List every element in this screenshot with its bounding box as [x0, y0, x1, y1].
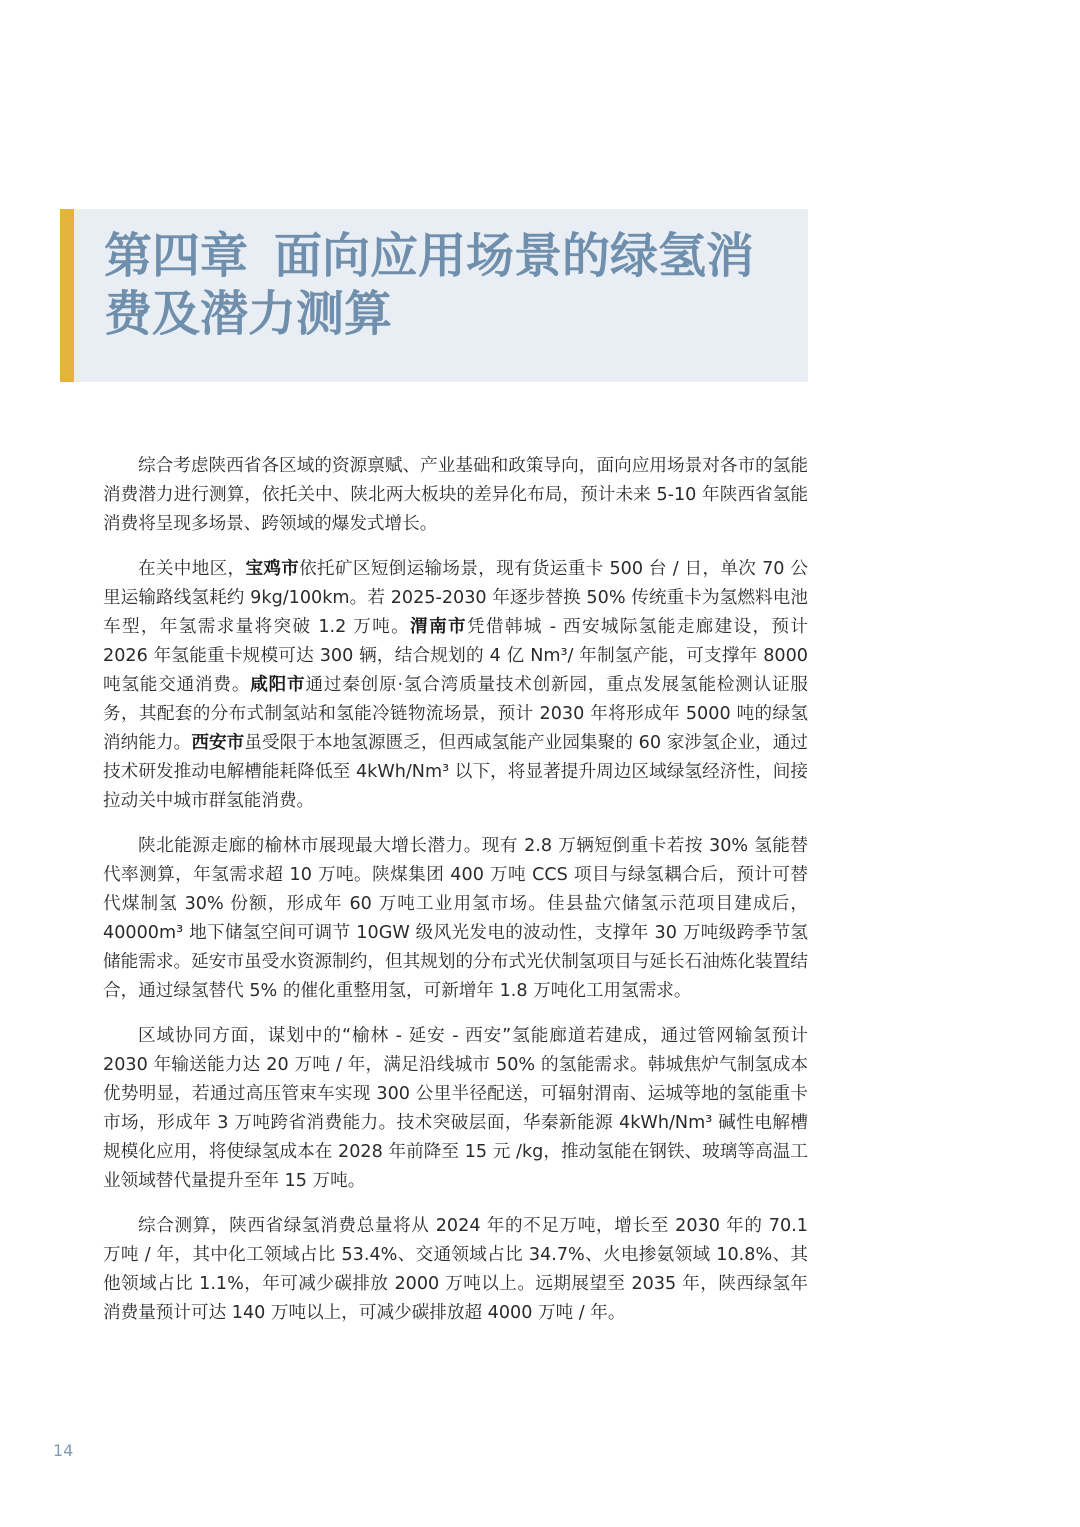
page-number: 14 [53, 1441, 74, 1460]
chapter-title [104, 227, 804, 343]
paragraph-weinan-text: 凭借韩城 - 西安城际氢能走廊建设，预计 2026 年氢能重卡规模可达 300 辆，结合规划的 4 亿 Nm³/ 年制氢产能，可支撑年 8000 吨氢能交通消费。 [103, 617, 808, 695]
paragraph-intro: 综合考虑陕西省各区域的资源禀赋、产业基础和政策导向，面向应用场景对各市的氢能消费潜力进行测算，依托关中、陕北两大板块的差异化布局，预计未来 5-10 年陕西省氢能消费将呈现多场景、跨领域的爆发式增长。 [103, 456, 808, 534]
paragraph-regional-synergy: 区域协同方面，谋划中的“榆林 - 延安 - 西安”氢能廊道若建成，通过管网输氢预计 2030 年输送能力达 20 万吨 / 年，满足沿线城市 50% 的氢能需求。韩城焦炉气制氢成本优势明显，若通过高压管束车实现 300 公里半径配送，可辐射渭南、运城等地的氢能重卡市场，形成年 3 万吨跨省消费能力。技术突破层面，华秦新能源 4kWh/Nm³ 碱性电解槽规模化应用，将使绿氢成本在 2028 年前降至 15 元 /kg，推动氢能在钢铁、玻璃等高温工业领域替代量提升至年 15 万吨。 [103, 1026, 808, 1191]
city-xian: 西安市 [191, 733, 245, 753]
chapter-banner [60, 209, 808, 382]
chapter-number: 第四章 [104, 228, 249, 284]
paragraph-shanbei: 陕北能源走廊的榆林市展现最大增长潜力。现有 2.8 万辆短倒重卡若按 30% 氢能替代率测算，年氢需求超 10 万吨。陕煤集团 400 万吨 CCS 项目与绿氢耦合后，预计可替代煤制氢 30% 份额，形成年 60 万吨工业用氢市场。佳县盐穴储氢示范项目建成后，40000m³ 地下储氢空间可调节 10GW 级风光发电的波动性，支撑年 30 万吨级跨季节氢储能需求。延安市虽受水资源制约，但其规划的分布式光伏制氢项目与延长石油炼化装置结合，通过绿氢替代 5% 的催化重整用氢，可新增年 1.8 万吨化工用氢需求。 [103, 836, 808, 1001]
city-baoji: 宝鸡市 [245, 559, 300, 579]
paragraph-guanzhong-intro: 在关中地区， [138, 559, 246, 579]
body-text [103, 452, 808, 1344]
paragraph-guanzhong [103, 555, 808, 816]
chapter-title-line1: 面向应用场景的绿氢消 [274, 228, 755, 284]
paragraph-xian-text: 虽受限于本地氢源匮乏，但西咸氢能产业园集聚的 60 家涉氢企业，通过技术研发推动电解槽能耗降低至 4kWh/Nm³ 以下，将显著提升周边区域绿氢经济性，间接拉动关中城市群氢能消费。 [103, 733, 808, 811]
paragraph-xianyang-text: 通过秦创原·氢合湾质量技术创新园，重点发展氢能检测认证服务，其配套的分布式制氢站和氢能冷链物流场景，预计 2030 年将形成年 5000 吨的绿氢消纳能力。 [103, 675, 808, 753]
chapter-accent-bar [60, 209, 74, 382]
city-xianyang: 咸阳市 [250, 675, 306, 695]
chapter-title-line2: 费及潜力测算 [104, 286, 393, 342]
city-weinan: 渭南市 [410, 617, 467, 637]
paragraph-baoji-text: 依托矿区短倒运输场景，现有货运重卡 500 台 / 日，单次 70 公里运输路线氢耗约 9kg/100km。若 2025-2030 年逐步替换 50% 传统重卡为氢燃料电池车型，年氢需求量将突破 1.2 万吨。 [103, 559, 808, 637]
paragraph-summary: 综合测算，陕西省绿氢消费总量将从 2024 年的不足万吨，增长至 2030 年的 70.1 万吨 / 年，其中化工领域占比 53.4%、交通领域占比 34.7%、火电掺氨领域 10.8%、其他领域占比 1.1%，年可减少碳排放 2000 万吨以上。远期展望至 2035 年，陕西绿氢年消费量预计可达 140 万吨以上，可减少碳排放超 4000 万吨 / 年。 [103, 1216, 808, 1323]
